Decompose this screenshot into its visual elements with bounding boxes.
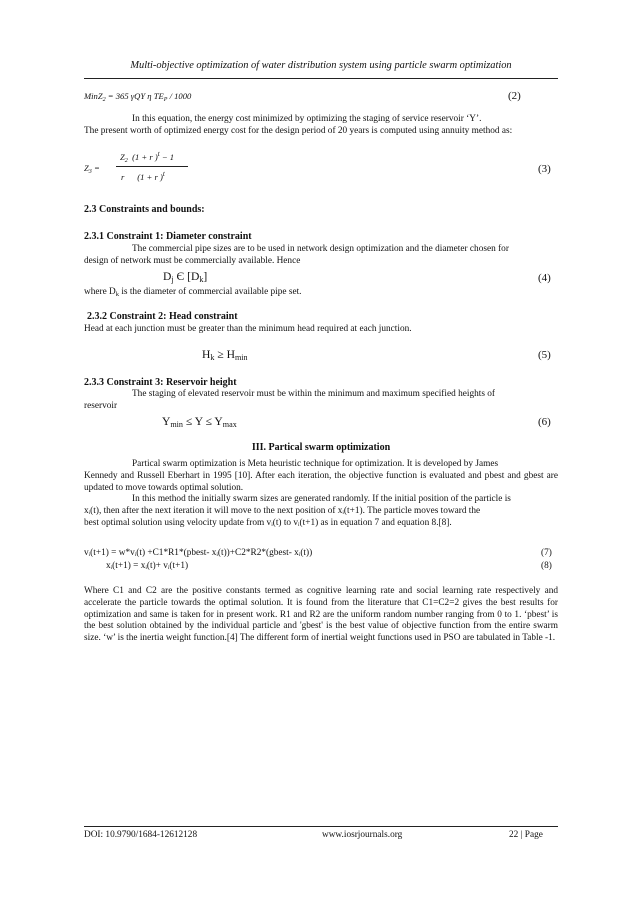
eq6-y-sub: min [170,420,183,429]
eq3-lhs-z: Z [84,163,89,173]
eq4-d-sub: j [171,275,174,284]
eq6-b: ≤ Y ≤ Y [183,415,223,428]
eq3-num-z-sub: 2 [124,157,128,164]
diameter-rest: design of network must be commercially available. Hence [84,255,301,266]
footer-rule [84,826,558,827]
equation-7: vᵢ(t+1) = w*vᵢ(t) +C1*R1*(pbest- xᵢ(t))+C2*R2*(gbest- xᵢ(t)) [84,548,313,558]
section-2-3-2-heading: 2.3.2 Constraint 2: Head constraint [87,311,238,322]
reservoir-paragraph [84,389,558,413]
pso-p2-line2: xᵢ(t), then after the next iteration it will move to the next position of xᵢ(t+1). The particle moves toward the [84,505,481,516]
eq5-expression [202,348,248,362]
diameter-where [84,286,302,301]
section-2-3-1-heading [84,231,252,242]
eq3-denominator [121,170,165,182]
pso-p1-rest: Kennedy and Russell Eberhart in 1995 [10]. After each iteration, the objective function is evaluated and pbest and gbest are updated to move towards optimal solution. [84,470,558,493]
eq6-b-sub: max [222,420,237,429]
final-paragraph: Where C1 and C2 are the positive constants termed as cognitive learning rate and social learning rate respectively and accelerate the particle towards the optimal solution. It is found from the literature that C1=C2=2 gives the best results for optimization and same is taken for in present work. R1 and R2 are the uniform random number ranging from 0 to 1. ‘pbest’ is the best solution obtained by the individual particle and 'gbest' is the best value of objective function from the entire swarm size. ‘w’ is the inertia weight function.[4] The different form of inertial weight functions used in PSO are tabulated in Table -1. [84,586,558,644]
eq3-num-z: Z [120,151,125,162]
eq4-mid: Є [D [173,270,200,283]
header-rule [84,78,558,79]
where-sub: k [115,291,119,298]
eq3-den-sup: t [162,170,165,178]
equation-2 [84,91,191,103]
eq2-sub: 2 [102,97,106,103]
eq3-lhs [84,163,100,175]
eq4-d: D [163,270,172,283]
eq3-equals: = [93,163,100,173]
eq3-num-sup: t [157,150,160,158]
eq3-den-r: r [121,171,125,182]
sec231-title: 2.3.1 Constraint 1 [84,231,161,242]
pso-p1-line1: Partical swarm optimization is Meta heuristic technique for optimization. It is developed by James [132,459,499,469]
pso-paragraph-2 [84,494,558,529]
eq5-b: ≥ H [214,348,235,361]
eq3-fraction-bar [116,166,188,167]
eq2-body: = 365 γQY η TE [107,91,164,101]
eq4-mid-sub: k [199,275,204,284]
eq5-b-sub: min [234,353,248,362]
energy-rest: The present worth of optimized energy cost for the design period of 20 years is computed using annuity method as: [84,126,513,137]
section-III-heading: III. Partical swarm optimization [251,442,391,453]
eq3-num-tail: − 1 [161,151,175,162]
energy-paragraph [84,113,558,137]
pso-paragraph-1 [84,459,558,494]
equation-8: xᵢ(t+1) = xᵢ(t)+ vᵢ(t+1) [106,561,189,571]
eq3-den-expr: (1 + r ) [137,171,163,182]
reservoir-line1: The staging of elevated reservoir must be within the minimum and maximum specified heights of [132,389,496,399]
eq7-number: (7) [541,548,552,558]
eq5-h-sub: k [210,353,215,362]
footer-website: www.iosrjournals.org [322,830,403,840]
energy-line1: In this equation, the energy cost minimized by optimizing the staging of service reservoir ‘Y’. [132,114,482,124]
diameter-paragraph [84,244,558,268]
section-2-3-3-heading: 2.3.3 Constraint 3: Reservoir height [84,377,237,388]
eq3-num-expr: (1 + r ) [132,151,158,162]
eq5-h: H [202,348,211,361]
eq4-right: ] [203,270,208,283]
eq4-number: (4) [538,272,551,284]
eq4-expression [163,270,207,284]
eq3-number: (3) [538,163,551,175]
eq3-lhs-sub: 3 [88,169,92,175]
eq6-number: (6) [538,416,551,428]
eq8-number: (8) [541,561,552,571]
section-2-3-heading: 2.3 Constraints and bounds: [84,204,205,215]
eq2-number: (2) [508,90,521,102]
eq5-number: (5) [538,349,551,361]
eq3-numerator [120,150,174,164]
eq2-tail: / 1000 [169,91,192,101]
footer-doi: DOI: 10.9790/1684-12612128 [84,830,198,840]
eq6-y: Y [162,415,171,428]
pso-p2-line1: In this method the initially swarm sizes are generated randomly. If the initial position of the particle is [132,494,511,504]
diameter-line1: The commercial pipe sizes are to be used in network design optimization and the diameter chosen for [132,244,509,254]
eq6-expression [162,415,237,429]
where-a: where D [84,287,116,297]
running-title: Multi-objective optimization of water distribution system using particle swarm optimization [130,60,512,71]
head-paragraph: Head at each junction must be greater than the minimum head required at each junction. [84,324,412,334]
eq2-sub2: P [163,97,168,103]
where-b: is the diameter of commercial available pipe set. [119,287,302,297]
footer-page-number: 22 | Page [509,830,543,840]
eq2-left: MinZ [84,91,103,101]
sec231-title-rest: : Diameter constraint [160,231,252,242]
pso-p2-line3: best optimal solution using velocity update from vᵢ(t) to vᵢ(t+1) as in equation 7 and equation 8.[8]. [84,517,452,528]
reservoir-rest: reservoir [84,400,118,411]
